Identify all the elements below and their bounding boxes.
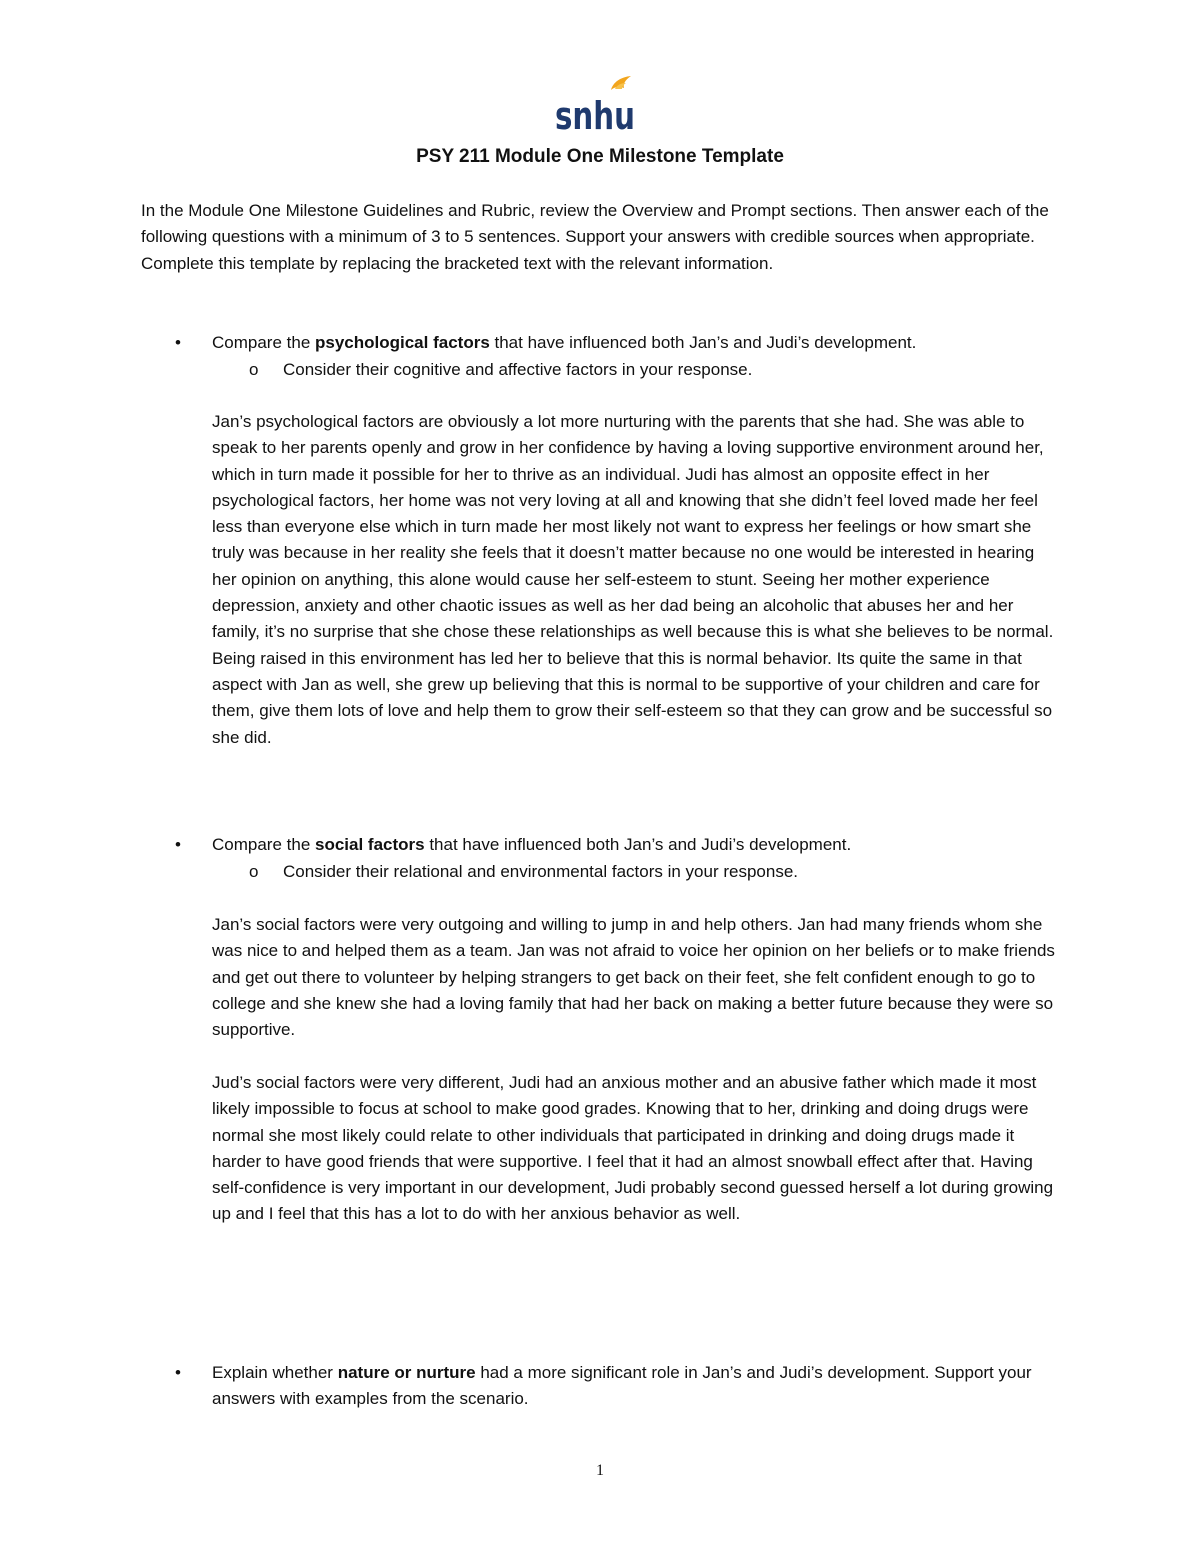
page-number: 1 (596, 1462, 604, 1479)
sub-bullet-icon: o (249, 360, 259, 379)
key-term: nature or nurture (337, 1363, 476, 1382)
snhu-logo (553, 74, 639, 138)
svg-text:snhu: snhu (555, 94, 635, 138)
answer-1: Jan’s psychological factors are obviously a lot more nurturing with the parents that she had. She was able to speak to her parents openly and grow in her confidence by having a loving supportive environment around her, which in turn made it possible for her to thrive as an individual. Judi has almost an opposite effect in her psychological factors, her home was not very loving at all and knowing that she didn’t feel loved made her feel less than everyone else which in turn made her most likely not want to express her feelings or how smart she truly was because in her reality she feels that it doesn’t matter because no one would be interested in hearing her opinion on anything, this alone would cause her self-esteem to stunt. Seeing her mother experience depression, anxiety and other chaotic issues as well as her dad being an alcoholic that abuses her and her family, it’s no surprise that she chose these relationships as well because this is what she believes to be normal. Being raised in this environment has led her to believe that this is normal behavior. Its quite the same in that aspect with Jan as well, she grew up believing that this is normal to be supportive of your children and care for them, give them lots of love and help them to grow their self-esteem so that they can grow and be successful so she did. (212, 412, 1054, 747)
answer-2b: Jud’s social factors were very different, Judi had an anxious mother and an abusive father which made it most likely impossible to focus at school to make good grades. Knowing that to her, drinking and doing drugs were normal she most likely could relate to other individuals that participated in drinking and doing drugs made it harder to have good friends that were supportive. I feel that it had an almost snowball effect after that. Having self-confidence is very important in our development, Judi probably second guessed herself a lot during growing up and I feel that this has a lot to do with her anxious behavior as well. (212, 1073, 1054, 1224)
bullet-icon: • (175, 333, 181, 352)
document-title: PSY 211 Module One Milestone Template (416, 146, 784, 167)
sub-bullet-icon: o (249, 862, 259, 881)
intro-paragraph: In the Module One Milestone Guidelines and Rubric, review the Overview and Prompt sections. Then answer each of the following questions with a minimum of 3 to 5 sentences. Support your answers with credible sources when appropriate. Complete this template by replacing the bracketed text with the relevant information. (141, 201, 1049, 273)
bullet-icon: • (175, 1363, 181, 1382)
bullet-icon: • (175, 835, 181, 854)
document-page: snhu PSY 211 Module One Milestone Template In the Module One Milestone Guidelines and Rubric, review the Overview and Prompt sections. Then answer each of the following questions with a minimum of 3 to 5 sentences. Support your answers with credible sources when appropriate. Complete this template by replacing the bracketed text with the relevant information. • Compare the psychological factors that have influenced both Jan’s and Judi’s development. o Consider their cognitive and affective factors in your response. Jan’s psychological factors are obviously a lot more nurturing with the parents that she had. She was able to speak to her parents openly and grow in her confidence by having a loving supportive environment around her, which in turn made it possible for her to thrive as an individual. Judi has almost an opposite effect in her psychological factors, her home was not very loving at all and knowing that she didn’t feel loved made her feel less than everyone else which in turn made her most likely not want to express her feelings or how smart she truly was because in her reality she feels that it doesn’t matter because no one would be interested in hearing her opinion on anything, this alone would cause her self-esteem to stunt. Seeing her mother experience depression, anxiety and other chaotic issues as well as her dad being an alcoholic that abuses her and her family, it’s no surprise that she chose these relationships as well because this is what she believes to be normal. Being raised in this environment has led her to believe that this is normal behavior. Its quite the same in that aspect with Jan as well, she grew up believing that this is normal to be supportive of your children and care for them, give them lots of love and help them to grow their self-esteem so that they can grow and be successful so she did. • Compare the social factors that have influenced both Jan’s and Judi’s development. o Consider their relational and environmental factors in your response. Jan’s social factors were very outgoing and willing to jump in and help others. Jan had many friends whom she was nice to and helped them as a team. Jan was not afraid to voice her opinion on her beliefs or to make friends and get out there to volunteer by helping strangers to get back on their feet, she felt confident enough to go to college and she knew she had a loving family that had her back on making a better future because they were so supportive. Jud’s social factors were very different, Judi had an anxious mother and an abusive father which made it most likely impossible to focus at school to make good grades. Knowing that to her, drinking and doing drugs were normal she most likely could relate to other individuals that participated in drinking and doing drugs made it harder to have good friends that were supportive. I feel that it had an almost snowball effect after that. Having self-confidence is very important in our development, Judi probably second guessed herself a lot during growing up and I feel that this has a lot to do with her anxious behavior as well. • Explain whether nature or nurture had a more significant role in Jan’s and Judi’s development. Support your answers with examples from the scenario. 1 (0, 0, 1200, 1553)
key-term: psychological factors (315, 333, 490, 352)
key-term: social factors (315, 835, 425, 854)
answer-2a: Jan’s social factors were very outgoing and willing to jump in and help others. Jan had many friends whom she was nice to and helped them as a team. Jan was not afraid to voice her opinion on her beliefs or to make friends and get out there to volunteer by helping strangers to get back on their feet, she felt confident enough to go to college and she knew she had a loving family that had her back on making a better future because they were so supportive. (212, 915, 1055, 1040)
